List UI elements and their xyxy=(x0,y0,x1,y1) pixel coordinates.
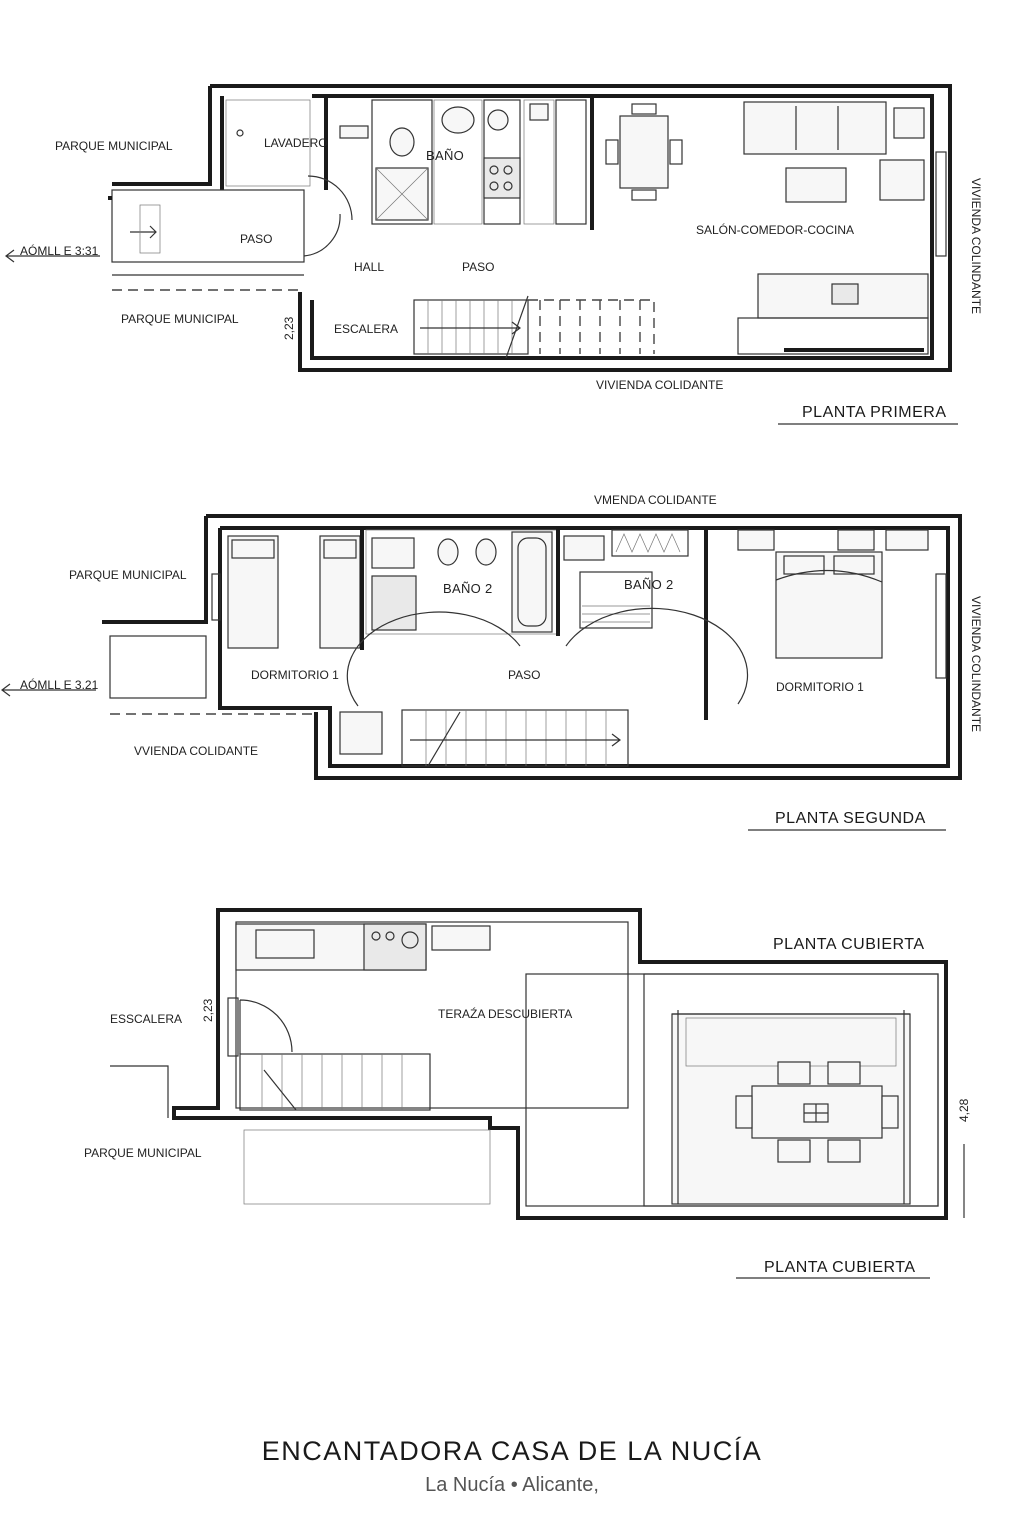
label-vivienda-top: VMENDA COLIDANTE xyxy=(594,493,717,507)
planta-segunda xyxy=(2,493,983,830)
label-dormitorio-left: DORMITORIO 1 xyxy=(251,668,339,682)
planta-primera xyxy=(6,86,983,424)
label-bano2-right: BAÑO 2 xyxy=(624,577,674,592)
plan-title-segunda: PLANTA SEGUNDA xyxy=(775,810,926,827)
label-side-primera: VIVIENDA COLINDANTE xyxy=(969,178,983,315)
label-paso-left: PASO xyxy=(240,232,273,246)
label-side-segunda: VIVIENDA COLINDANTE xyxy=(969,596,983,733)
label-parque-bottom: PARQUE MUNICIPAL xyxy=(121,312,239,326)
label-paso-mid: PASO xyxy=(462,260,495,274)
label-escalera: ESCALERA xyxy=(334,322,399,336)
label-arrow-segunda: AÓMLL E 3.21 xyxy=(20,678,99,692)
stair-cubierta xyxy=(240,1054,430,1110)
label-arrow: AÓMLL E 3:31 xyxy=(20,244,99,258)
label-parque-top: PARQUE MUNICIPAL xyxy=(55,139,173,153)
plan-title-cubierta-top: PLANTA CUBIERTA xyxy=(773,936,925,953)
label-parque-segunda: PARQUE MUNICIPAL xyxy=(69,568,187,582)
label-lavadero: LAVADERO xyxy=(264,136,328,150)
label-hall: HALL xyxy=(354,260,385,274)
document-title: ENCANTADORA CASA DE LA NUCÍA xyxy=(261,1436,763,1466)
stair-segunda xyxy=(402,710,628,766)
stair-primera xyxy=(414,296,654,358)
plan-title-cubierta: PLANTA CUBIERTA xyxy=(764,1259,916,1276)
document-subtitle: La Nucía • Alicante, xyxy=(425,1474,599,1496)
dimension-primera: 2,23 xyxy=(282,316,296,340)
label-vivienda-bottom: VVIENDA COLIDANTE xyxy=(134,744,259,758)
dimension-cubierta-right: 4,28 xyxy=(957,1098,971,1122)
label-terraza: TERAŹA DESCUBIERTA xyxy=(438,1007,573,1021)
label-bano2-left: BAÑO 2 xyxy=(443,581,493,596)
planta-cubierta xyxy=(84,910,971,1278)
label-paso-segunda: PASO xyxy=(508,668,541,682)
label-vivienda: VIVIENDA COLIDANTE xyxy=(596,378,724,392)
label-dormitorio-right: DORMITORIO 1 xyxy=(776,680,864,694)
label-parque-cubierta: PARQUE MUNICIPAL xyxy=(84,1146,202,1160)
label-esscalera: ESSCALERA xyxy=(110,1012,183,1026)
label-salon: SALÓN-COMEDOR-COCINA xyxy=(696,223,855,237)
plan-title-primera: PLANTA PRIMERA xyxy=(802,404,947,421)
label-bano: BAÑO xyxy=(426,148,465,163)
dimension-cubierta-left: 2,23 xyxy=(201,998,215,1022)
